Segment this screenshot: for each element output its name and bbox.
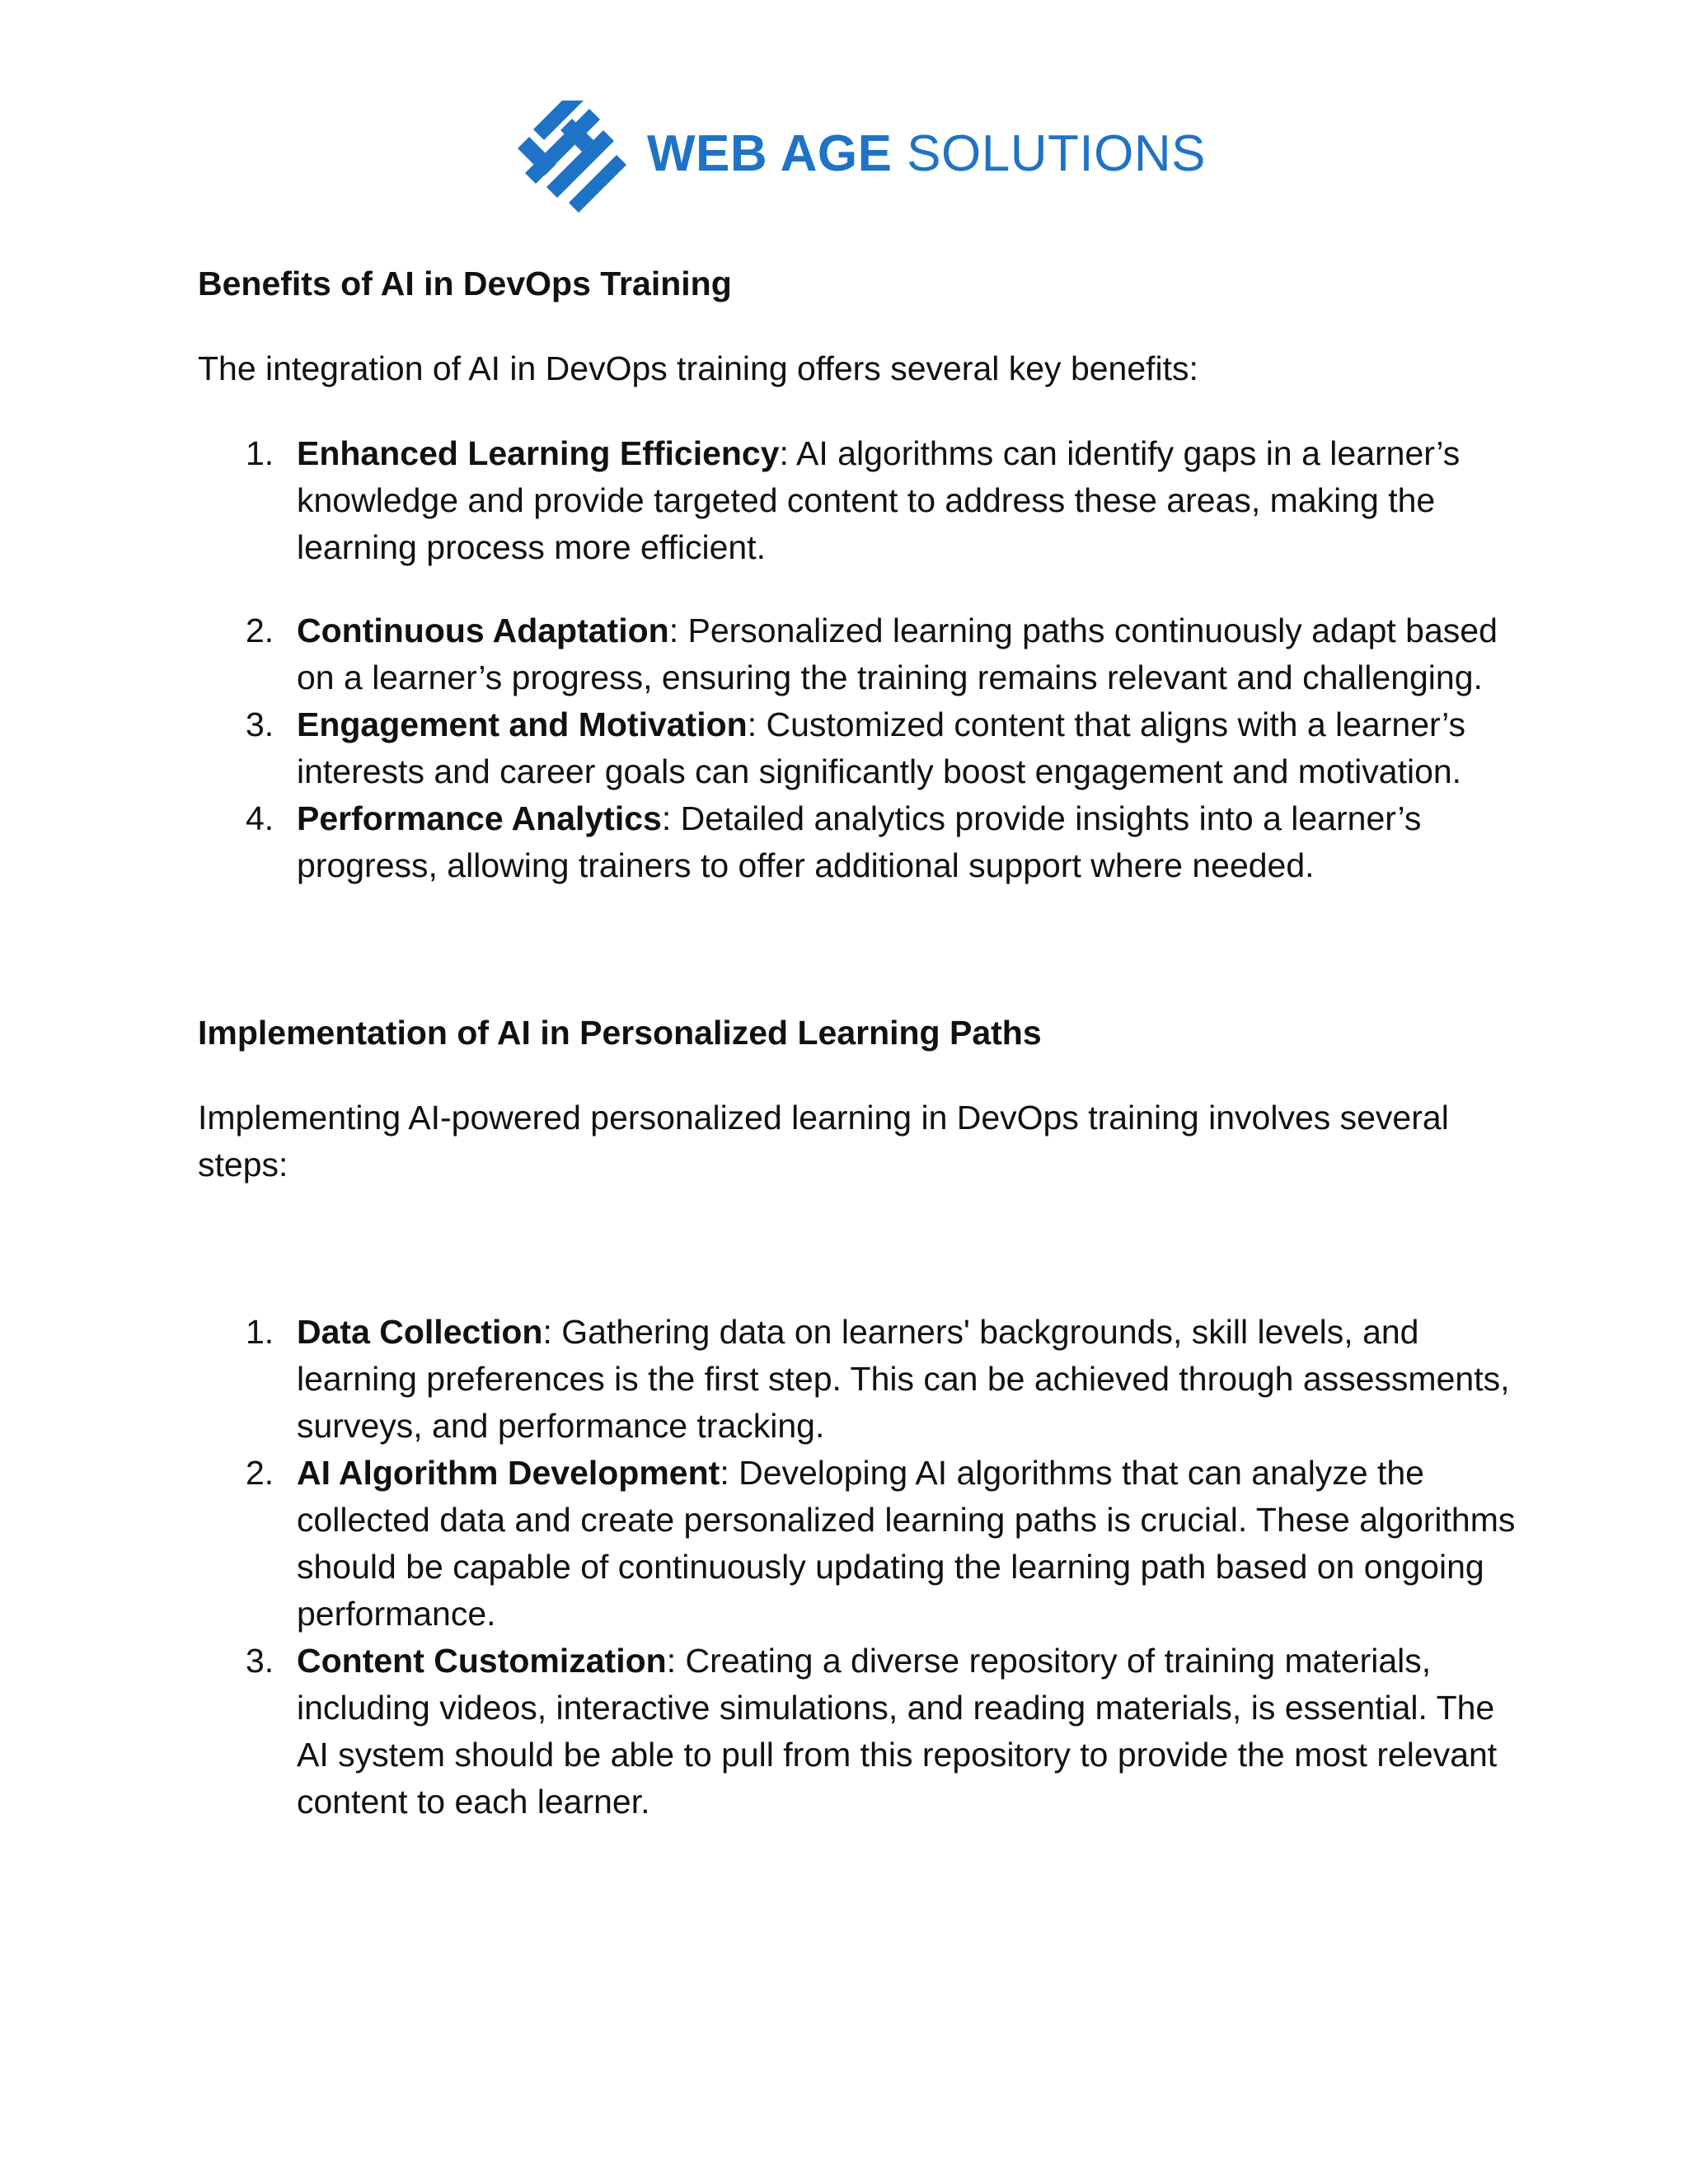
list-item <box>198 1309 1517 1450</box>
document-body <box>198 260 1517 1825</box>
list-number: 1. <box>246 1313 274 1351</box>
logo-mark-icon <box>511 97 635 221</box>
list-item <box>198 607 1517 701</box>
list-text: : Customized content that aligns with a learner’s interests and career goals can significantly boost engagement and motivation. <box>297 705 1466 790</box>
logo-text-bold: WEB AGE <box>647 125 893 182</box>
section-intro: The integration of AI in DevOps training offers several key benefits: <box>198 349 1198 387</box>
company-logo <box>511 97 1206 221</box>
list-number: 2. <box>246 612 274 649</box>
list-text: : Detailed analytics provide insights into a learner’s progress, allowing trainers to offer additional support where needed. <box>297 799 1422 884</box>
list-text: : Developing AI algorithms that can analyze the collected data and create personalized learning paths is crucial. These algorithms should be capable of continuously updating the learning path based on ongoing performance. <box>297 1454 1516 1633</box>
list-term: AI Algorithm Development <box>297 1454 720 1492</box>
list-term: Continuous Adaptation <box>297 612 669 649</box>
logo-wordmark <box>647 125 1206 183</box>
list-term: Data Collection <box>297 1313 543 1351</box>
list-number: 2. <box>246 1454 274 1492</box>
list-item <box>198 430 1517 571</box>
list-number: 3. <box>246 705 274 743</box>
list-item <box>198 795 1517 889</box>
list-text: : Personalized learning paths continuously adapt based on a learner’s progress, ensuring the training remains relevant and challenging. <box>297 612 1498 696</box>
list-text: : AI algorithms can identify gaps in a learner’s knowledge and provide targeted content to address these areas, making the learning process more efficient. <box>297 434 1461 566</box>
benefits-list <box>198 430 1517 889</box>
list-text: : Gathering data on learners' backgrounds, skill levels, and learning preferences is the first step. This can be achieved through assessments, surveys, and performance tracking. <box>297 1313 1510 1445</box>
list-item <box>198 701 1517 795</box>
list-text: : Creating a diverse repository of training materials, including videos, interactive simulations, and reading materials, is essential. The AI system should be able to pull from this repository to provide the most relevant content to each learner. <box>297 1642 1498 1821</box>
list-item <box>198 1450 1517 1638</box>
section-heading: Benefits of AI in DevOps Training <box>198 265 732 302</box>
list-number: 1. <box>246 434 274 472</box>
list-number: 4. <box>246 799 274 837</box>
section-heading: Implementation of AI in Personalized Learning Paths <box>198 1014 1042 1052</box>
logo-text-light: SOLUTIONS <box>907 125 1206 182</box>
implementation-list <box>198 1309 1517 1825</box>
list-item <box>198 1638 1517 1825</box>
list-term: Engagement and Motivation <box>297 705 748 743</box>
section-intro: Implementing AI-powered personalized learning in DevOps training involves several steps: <box>198 1099 1449 1183</box>
list-term: Enhanced Learning Efficiency <box>297 434 780 472</box>
list-term: Performance Analytics <box>297 799 662 837</box>
list-number: 3. <box>246 1642 274 1680</box>
list-term: Content Customization <box>297 1642 667 1680</box>
